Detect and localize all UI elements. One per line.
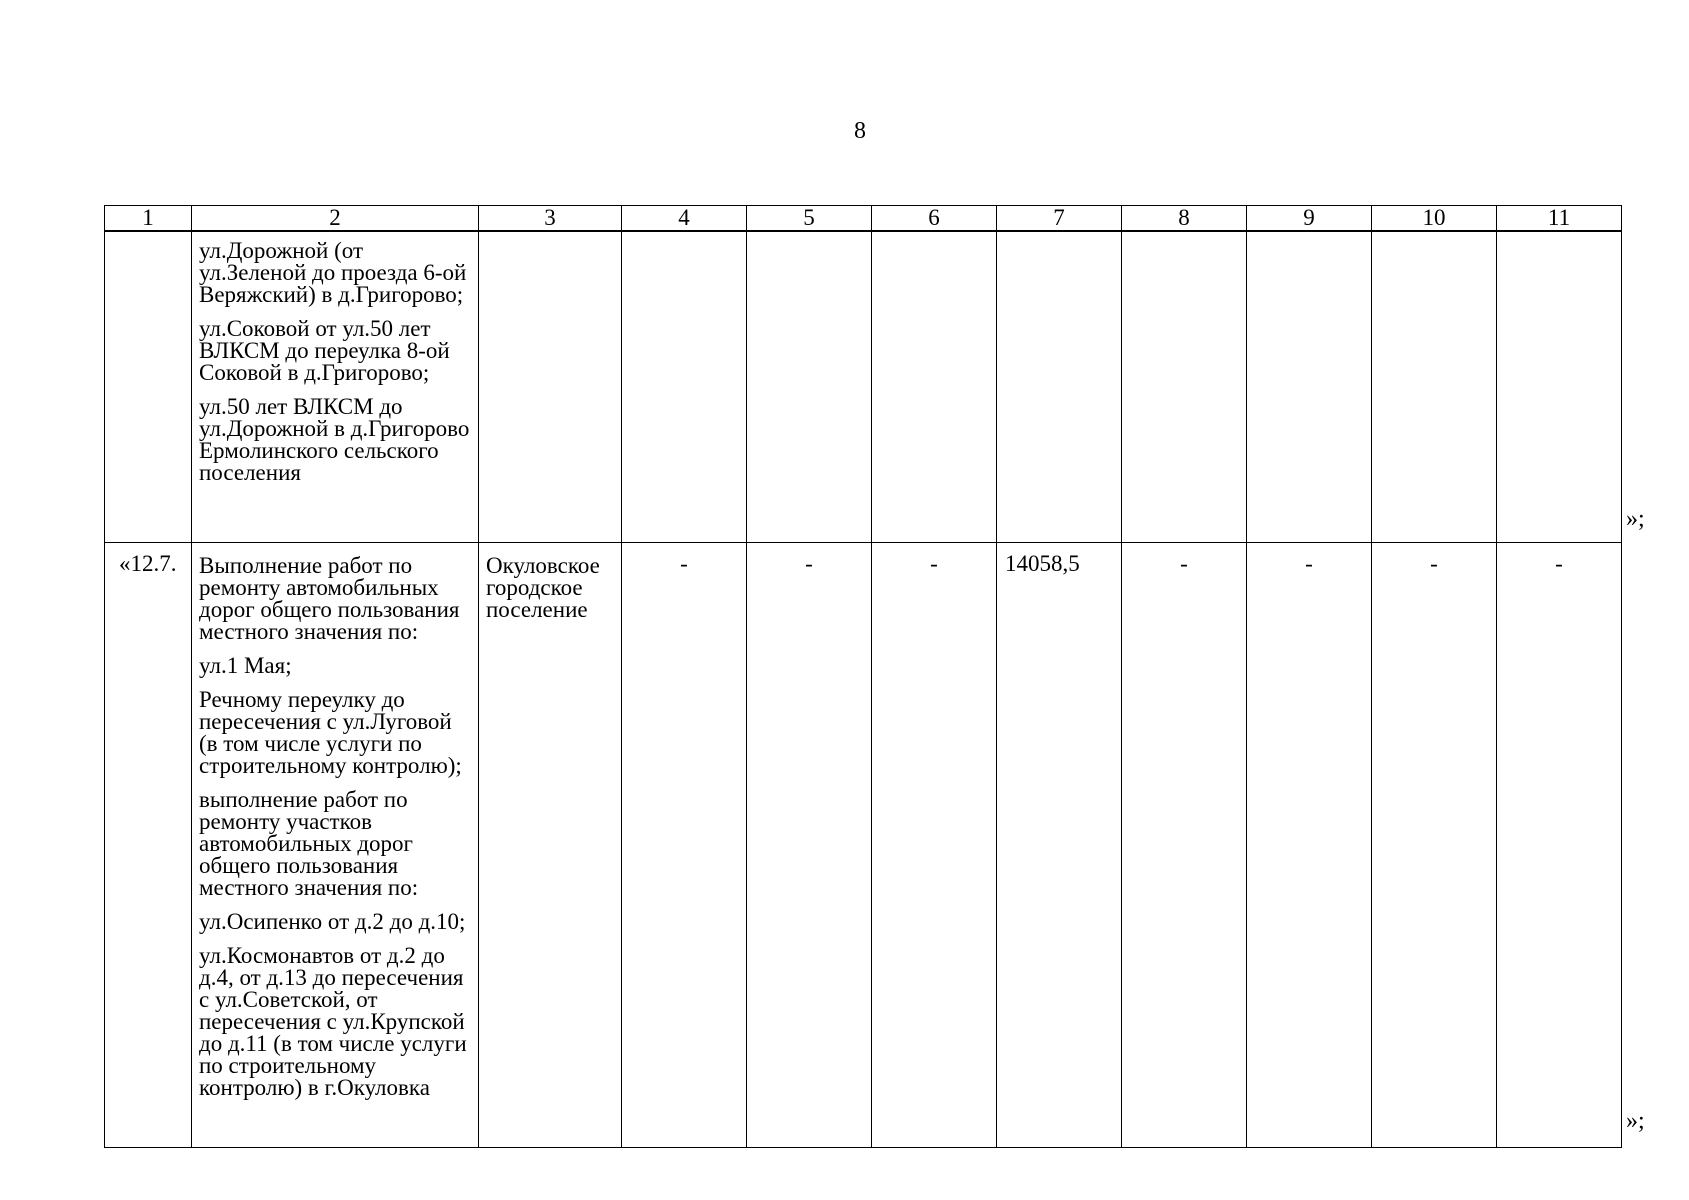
cell-col11	[1497, 231, 1622, 543]
cell-col11: -	[1497, 543, 1622, 1148]
cell-col6: -	[872, 543, 997, 1148]
column-header: 3	[479, 206, 622, 232]
row-number: «12.7.	[105, 543, 192, 1148]
description-paragraph: Речному переулку до пересечения с ул.Луговой (в том числе услуги по строительному контролю);	[199, 687, 462, 778]
row-executor: Окуловское городское поселение	[479, 543, 622, 1148]
column-header: 4	[622, 206, 747, 232]
cell-col8: -	[1122, 543, 1247, 1148]
cell-col8	[1122, 231, 1247, 543]
description-paragraph: ул.1 Мая;	[199, 653, 292, 678]
column-header: 9	[1247, 206, 1372, 232]
column-header-row	[105, 206, 1622, 232]
description-paragraph: выполнение работ по ремонту участков автомобильных дорог общего пользования местного значения по:	[199, 787, 419, 900]
cell-col5	[747, 231, 872, 543]
column-header: 11	[1497, 206, 1622, 232]
cell-col7: 14058,5	[997, 543, 1122, 1148]
description-paragraph: ул.Дорожной (от ул.Зеленой до проезда 6-ой Веряжский) в д.Григорово;	[199, 238, 467, 307]
column-header: 8	[1122, 206, 1247, 232]
description-paragraph: Выполнение работ по ремонту автомобильных дорог общего пользования местного значения по:	[199, 553, 460, 644]
column-header: 10	[1372, 206, 1497, 232]
cell-col6	[872, 231, 997, 543]
budget-table	[104, 205, 1622, 1148]
column-header: 1	[105, 206, 192, 232]
cell-col4: -	[622, 543, 747, 1148]
table-row	[105, 543, 1622, 1148]
column-header: 7	[997, 206, 1122, 232]
row-end-mark: »;	[1626, 1108, 1645, 1134]
row-executor	[479, 231, 622, 543]
cell-col10: -	[1372, 543, 1497, 1148]
cell-col10	[1372, 231, 1497, 543]
column-header: 6	[872, 206, 997, 232]
cell-col7	[997, 231, 1122, 543]
cell-col4	[622, 231, 747, 543]
row-description	[192, 231, 479, 543]
row-number	[105, 231, 192, 543]
table-row	[105, 231, 1622, 543]
description-paragraph: ул.50 лет ВЛКСМ до ул.Дорожной в д.Григорово Ермолинского сельского поселения	[199, 394, 470, 485]
description-paragraph: ул.Осипенко от д.2 до д.10;	[199, 909, 466, 934]
cell-col9: -	[1247, 543, 1372, 1148]
page-number: 8	[854, 118, 866, 144]
row-description	[192, 543, 479, 1148]
column-header: 5	[747, 206, 872, 232]
cell-col5: -	[747, 543, 872, 1148]
description-paragraph: ул.Соковой от ул.50 лет ВЛКСМ до переулка 8-ой Соковой в д.Григорово;	[199, 316, 450, 385]
cell-col9	[1247, 231, 1372, 543]
row-end-mark: »;	[1626, 506, 1645, 532]
column-header: 2	[192, 206, 479, 232]
description-paragraph: ул.Космонавтов от д.2 до д.4, от д.13 до пересечения с ул.Советской, от пересечения с ул.Крупской до д.11 (в том числе услуги по строительному контролю) в г.Окуловка	[199, 943, 467, 1100]
